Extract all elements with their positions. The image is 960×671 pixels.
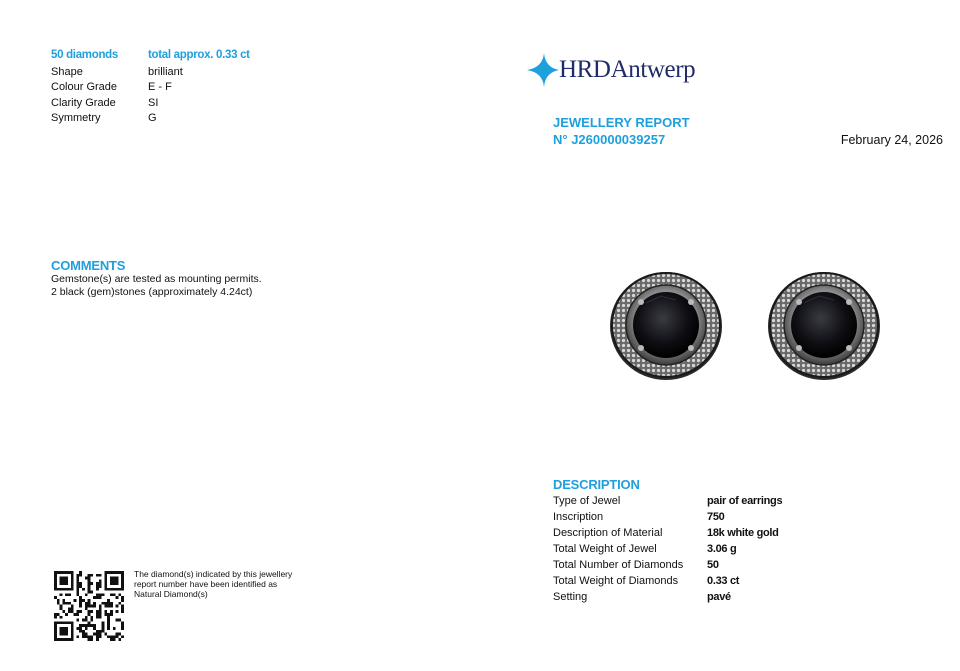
diamond-property-row <box>51 80 250 96</box>
qr-code-graphic <box>54 571 124 641</box>
description-value: 50 <box>707 559 719 571</box>
description-label: Description of Material <box>553 527 663 539</box>
natural-diamond-note <box>134 569 324 599</box>
diamonds-count: 50 diamonds <box>51 49 118 61</box>
description-row <box>553 493 782 509</box>
description-value: 18k white gold <box>707 527 779 539</box>
left-earring <box>610 272 722 380</box>
description-label: Inscription <box>553 511 604 523</box>
description-row <box>553 589 782 605</box>
description-table <box>553 493 782 605</box>
report-date: February 24, 2026 <box>840 133 943 147</box>
description-label: Setting <box>553 591 588 603</box>
diamonds-summary <box>51 48 250 127</box>
description-label: Total Number of Diamonds <box>553 559 684 571</box>
description-label: Type of Jewel <box>553 495 621 507</box>
description-section <box>553 477 782 605</box>
four-point-star-icon <box>527 53 559 87</box>
description-value: pavé <box>707 591 731 603</box>
property-label: Colour Grade <box>51 81 118 94</box>
logo-wordmark: HRDAntwerp <box>559 56 696 83</box>
description-value: 0.33 ct <box>707 575 740 587</box>
description-value: pair of earrings <box>707 495 783 507</box>
earrings-image <box>606 268 886 398</box>
property-label: Symmetry <box>51 112 101 125</box>
description-row <box>553 557 782 573</box>
description-row <box>553 541 782 557</box>
description-row <box>553 525 782 541</box>
earrings-photo <box>606 268 886 403</box>
qr-code-icon[interactable] <box>54 571 124 646</box>
diamonds-total: total approx. 0.33 ct <box>148 49 250 61</box>
diamond-property-row <box>51 65 250 81</box>
property-label: Clarity Grade <box>51 96 116 109</box>
comments-section <box>51 258 262 299</box>
note-line: report number have been identified as <box>134 579 278 589</box>
diamonds-header <box>51 48 250 64</box>
property-label: Shape <box>51 65 83 78</box>
right-earring <box>768 272 880 380</box>
description-label: Total Weight of Jewel <box>553 543 657 555</box>
property-value: SI <box>148 96 159 109</box>
description-label: Total Weight of Diamonds <box>553 575 679 587</box>
description-value: 750 <box>707 511 725 523</box>
note-line: Natural Diamond(s) <box>134 589 208 599</box>
description-title: DESCRIPTION <box>553 477 640 492</box>
property-value: G <box>148 112 157 125</box>
comments-title: COMMENTS <box>51 258 126 273</box>
diamond-property-row <box>51 111 250 127</box>
description-value: 3.06 g <box>707 543 737 555</box>
comment-line: Gemstone(s) are tested as mounting permits. <box>51 273 262 285</box>
diamond-property-row <box>51 96 250 112</box>
description-row <box>553 573 782 589</box>
description-row <box>553 509 782 525</box>
report-heading <box>553 114 690 148</box>
property-value: E - F <box>148 81 172 94</box>
note-line: The diamond(s) indicated by this jewellery <box>134 569 293 579</box>
comments-body <box>51 273 262 299</box>
comment-line: 2 black (gem)stones (approximately 4.24ct) <box>51 286 253 298</box>
report-number: N° J260000039257 <box>553 132 666 147</box>
hrd-antwerp-logo <box>527 53 695 87</box>
report-title: JEWELLERY REPORT <box>553 115 690 130</box>
property-value: brilliant <box>148 65 183 78</box>
